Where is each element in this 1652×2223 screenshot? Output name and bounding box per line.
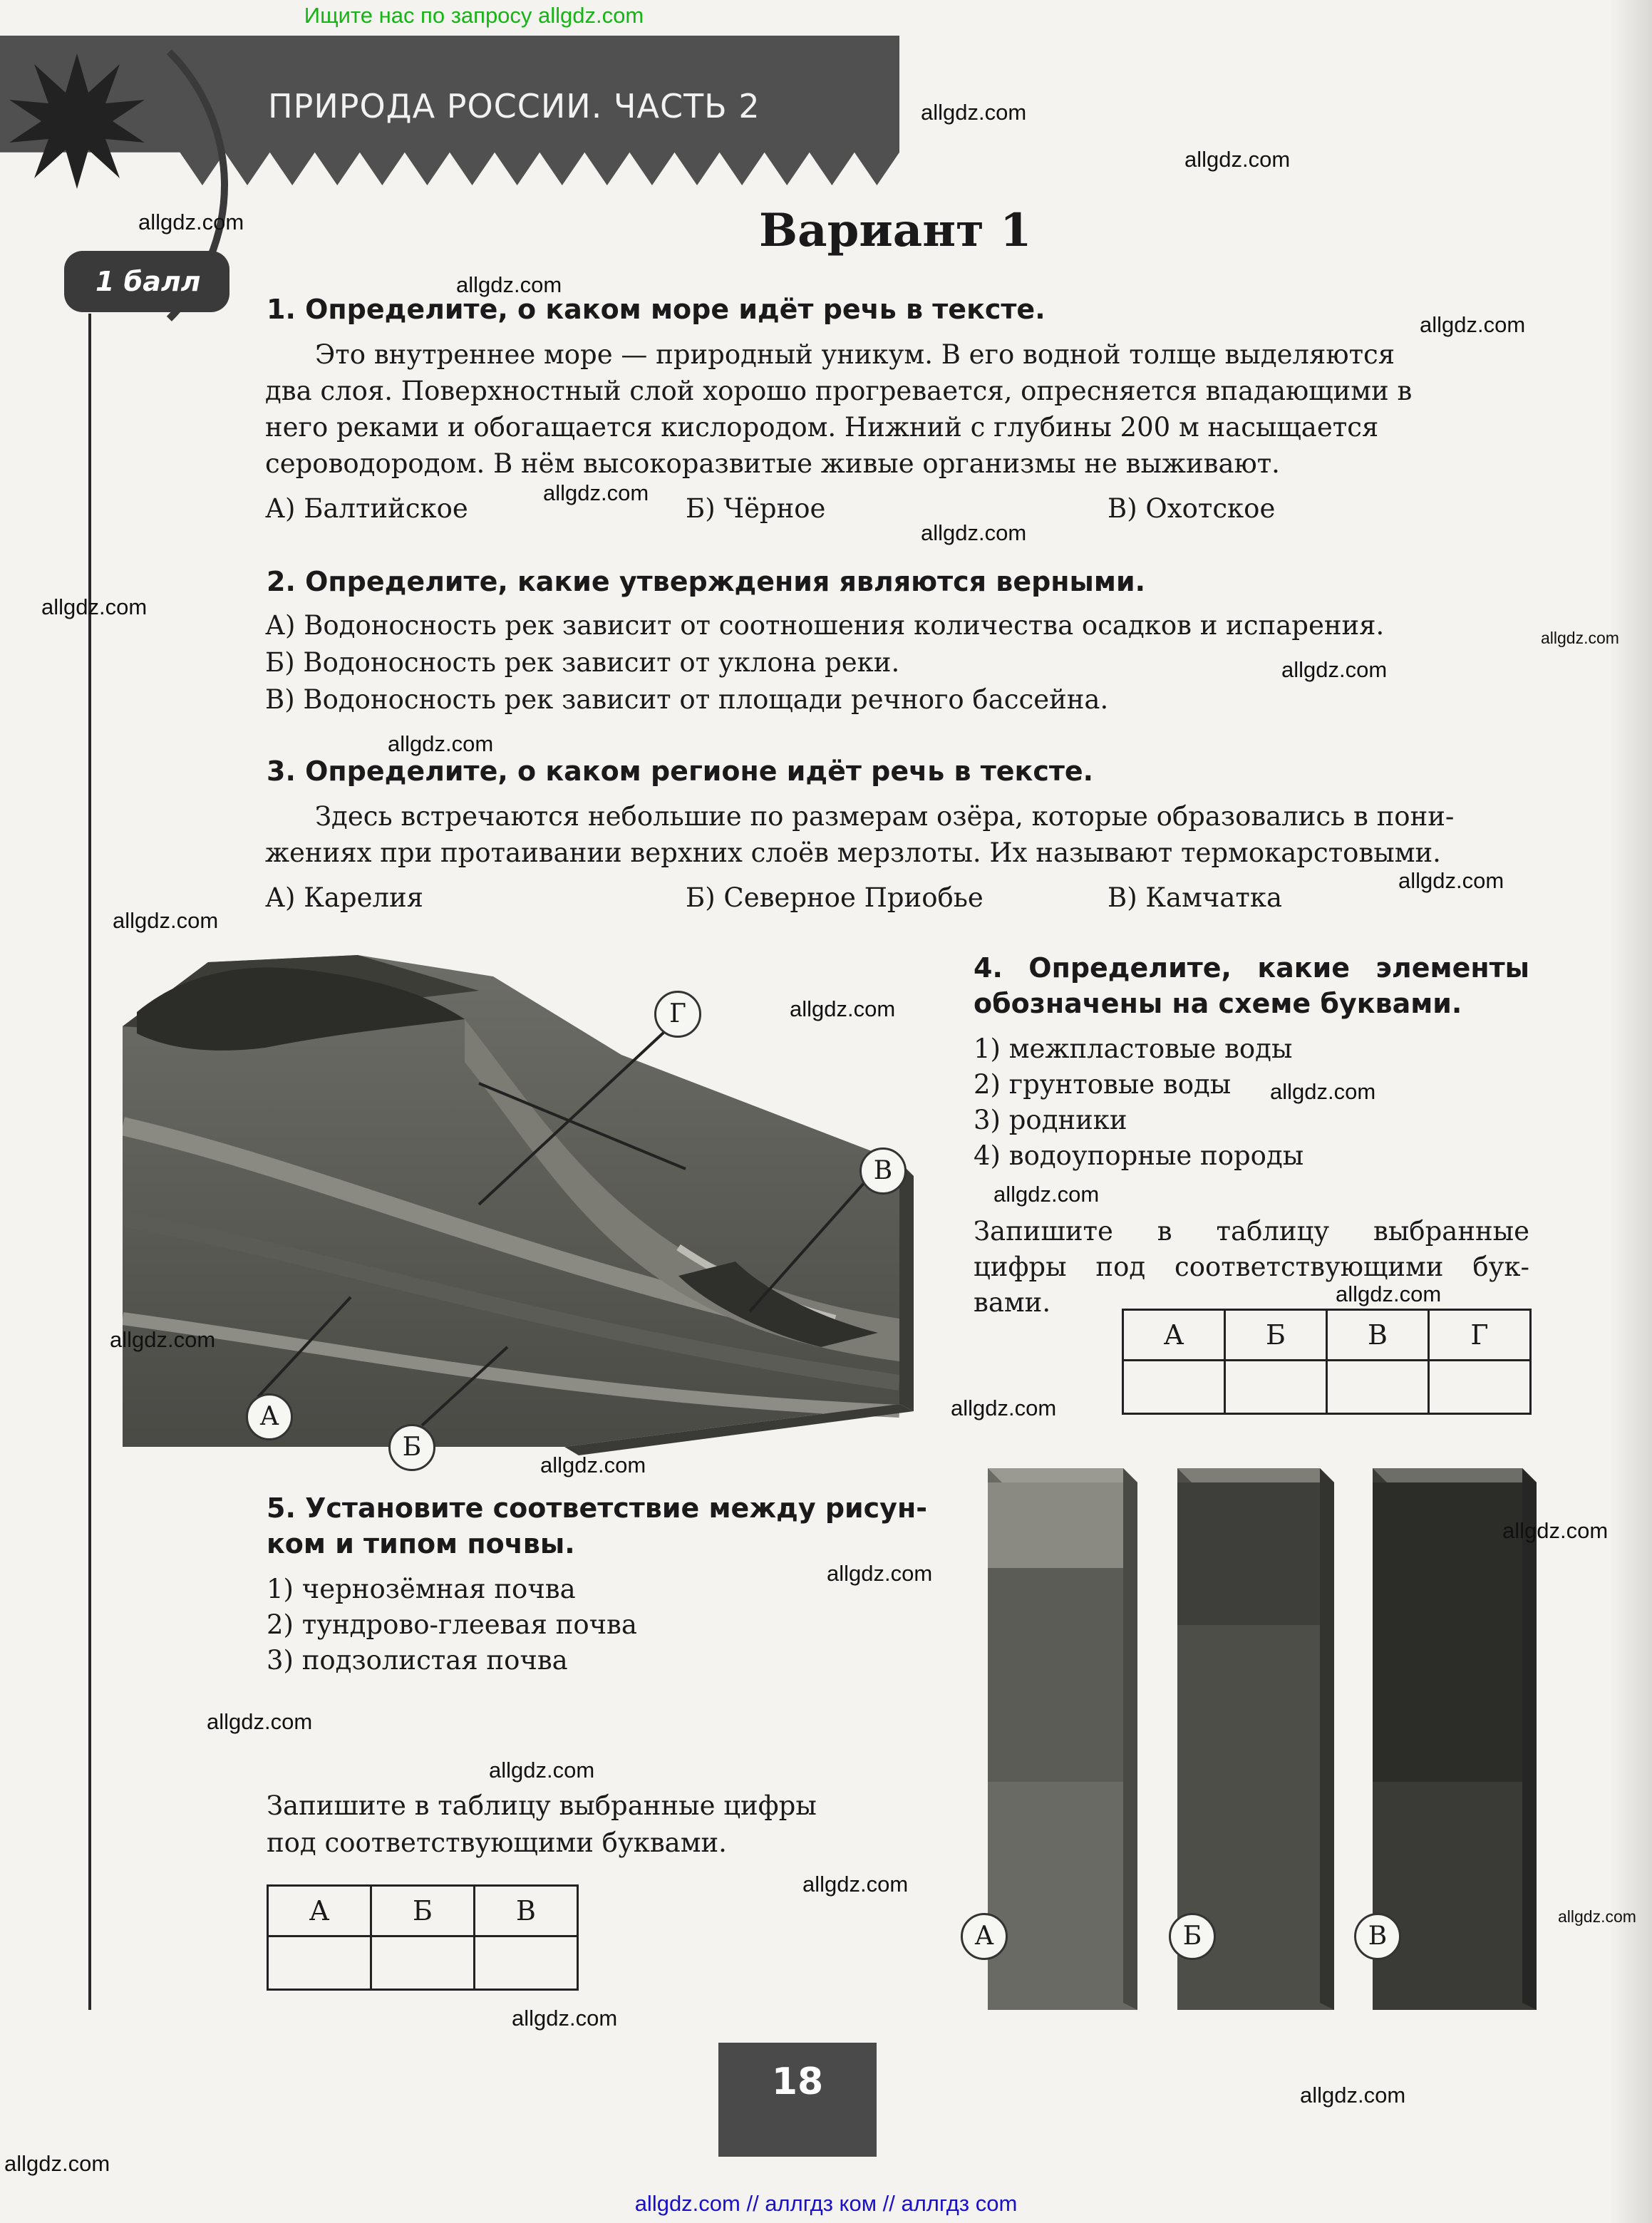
variant-title: Вариант 1 <box>759 204 1032 257</box>
q4-answer-cell-g[interactable] <box>1429 1361 1531 1414</box>
q1-text <box>265 336 1528 482</box>
site-watermark: allgdz.com <box>827 1561 933 1586</box>
points-badge: 1 балл <box>64 251 229 312</box>
q4-answer-cell-a[interactable] <box>1123 1361 1225 1414</box>
q3-text <box>265 798 1528 871</box>
q4-option-1: 1) межпластовые воды <box>974 1033 1293 1064</box>
site-watermark: allgdz.com <box>512 2006 618 2031</box>
q3-line: жениях при протаивании верхних слоёв мерзлоты. Их называют термокарстовыми. <box>265 837 1441 868</box>
q5-answer-cell-a[interactable] <box>268 1936 371 1990</box>
diagram-label-a: А <box>246 1393 293 1440</box>
site-watermark: allgdz.com <box>1336 1281 1442 1306</box>
bottom-watermark: allgdz.com // аллгдз ком // аллгдз com <box>634 2191 1018 2216</box>
q1-option-b: Б) Чёрное <box>686 493 826 524</box>
q3-prompt: 3. Определите, о каком регионе идёт речь в тексте. <box>267 755 1094 787</box>
site-watermark: allgdz.com <box>951 1396 1057 1420</box>
q2-option-b: Б) Водоносность рек зависит от уклона реки. <box>265 647 900 678</box>
q4-instruction-line-2: цифры под соответствующими бук- <box>974 1252 1529 1282</box>
q4-option-2: 2) грунтовые воды <box>974 1069 1232 1100</box>
q4-answer-cell-v[interactable] <box>1327 1361 1429 1414</box>
site-watermark: allgdz.com <box>110 1327 216 1352</box>
q4-option-3: 3) родники <box>974 1105 1127 1135</box>
site-watermark: allgdz.com <box>489 1758 595 1783</box>
q5-answer-cell-v[interactable] <box>475 1936 578 1990</box>
q4-instruction-line-1: Запишите в таблицу выбранные <box>974 1216 1529 1247</box>
q1-line: сероводородом. В нём высокоразвитые живые организмы не выживают. <box>265 448 1280 479</box>
left-margin-rule <box>88 314 91 2010</box>
q1-line: него реками и обогащается кислородом. Нижний с глубины 200 м насыщается <box>265 412 1379 443</box>
soil-label-a: А <box>961 1913 1008 1960</box>
site-watermark: allgdz.com <box>207 1709 313 1734</box>
q5-option-3: 3) подзолистая почва <box>267 1645 568 1676</box>
site-watermark: allgdz.com <box>1558 1907 1636 1926</box>
q1-option-a: А) Балтийское <box>265 493 468 524</box>
q5-option-2: 2) тундрово-глеевая почва <box>267 1609 637 1640</box>
site-watermark: allgdz.com <box>388 731 494 756</box>
q4-instruction-line-3: вами. <box>974 1287 1051 1318</box>
site-watermark: allgdz.com <box>1281 657 1388 682</box>
diagram-label-g: Г <box>654 991 701 1038</box>
q2-option-c: В) Водоносность рек зависит от площади речного бассейна. <box>265 684 1109 715</box>
site-watermark: allgdz.com <box>790 996 896 1021</box>
groundwater-diagram <box>123 948 914 1461</box>
q1-line: два слоя. Поверхностный слой хорошо прогревается, опресняется впадающими в <box>265 376 1413 406</box>
q2-prompt: 2. Определите, какие утверждения являются верными. <box>267 566 1146 597</box>
q5-answer-table <box>267 1884 579 1991</box>
site-watermark: allgdz.com <box>1502 1518 1609 1543</box>
site-watermark: allgdz.com <box>1398 868 1504 893</box>
q3-line: Здесь встречаются небольшие по размерам озёра, которые образовались в пони- <box>315 801 1455 832</box>
q5-header-v: В <box>475 1886 578 1936</box>
q5-header-b: Б <box>371 1886 475 1936</box>
q4-header-g: Г <box>1429 1310 1531 1361</box>
soil-label-v: В <box>1354 1913 1401 1960</box>
q4-prompt-line-1: 4. Определите, какие элементы <box>974 952 1529 984</box>
q2-option-a: А) Водоносность рек зависит от соотношения количества осадков и испарения. <box>265 610 1385 641</box>
top-watermark: Ищите нас по запросу allgdz.com <box>304 3 644 28</box>
q5-prompt-line-2: ком и типом почвы. <box>267 1528 575 1559</box>
site-watermark: allgdz.com <box>1184 147 1291 172</box>
q5-instruction-line-1: Запишите в таблицу выбранные цифры <box>267 1790 817 1821</box>
q1-option-c: В) Охотское <box>1108 493 1276 524</box>
section-title: ПРИРОДА РОССИИ. ЧАСТЬ 2 <box>268 87 760 125</box>
q3-option-a: А) Карелия <box>265 882 423 913</box>
site-watermark: allgdz.com <box>138 210 244 234</box>
q5-instruction-line-2: под соответствующими буквами. <box>267 1827 727 1858</box>
site-watermark: allgdz.com <box>540 1453 646 1477</box>
page-edge-shadow <box>1609 0 1652 2223</box>
site-watermark: allgdz.com <box>113 908 219 933</box>
site-watermark: allgdz.com <box>456 272 562 297</box>
q4-prompt-line-2: обозначены на схеме буквами. <box>974 988 1462 1019</box>
diagram-label-b: Б <box>388 1424 435 1471</box>
q4-answer-table <box>1122 1309 1532 1415</box>
star-icon <box>6 50 148 192</box>
q4-header-b: Б <box>1225 1310 1327 1361</box>
q4-option-4: 4) водоупорные породы <box>974 1140 1304 1171</box>
q5-option-1: 1) чернозёмная почва <box>267 1574 576 1604</box>
site-watermark: allgdz.com <box>1300 2083 1406 2108</box>
page-number: 18 <box>718 2043 877 2157</box>
site-watermark: allgdz.com <box>993 1182 1100 1207</box>
q3-option-b: Б) Северное Приобье <box>686 882 984 913</box>
site-watermark: allgdz.com <box>4 2151 110 2176</box>
site-watermark: allgdz.com <box>1541 629 1619 647</box>
q5-header-a: А <box>268 1886 371 1936</box>
q5-answer-cell-b[interactable] <box>371 1936 475 1990</box>
site-watermark: allgdz.com <box>41 594 148 619</box>
site-watermark: allgdz.com <box>543 480 649 505</box>
site-watermark: allgdz.com <box>1270 1079 1376 1104</box>
q5-prompt-line-1: 5. Установите соответствие между рисун- <box>267 1492 927 1524</box>
site-watermark: allgdz.com <box>802 1872 909 1897</box>
q4-header-v: В <box>1327 1310 1429 1361</box>
site-watermark: allgdz.com <box>921 100 1027 125</box>
site-watermark: allgdz.com <box>921 520 1027 545</box>
q1-line: Это внутреннее море — природный уникум. В его водной толще выделяются <box>315 339 1395 370</box>
soil-label-b: Б <box>1169 1913 1216 1960</box>
diagram-label-v: В <box>859 1147 907 1195</box>
q3-option-c: В) Камчатка <box>1108 882 1283 913</box>
site-watermark: allgdz.com <box>1420 312 1526 337</box>
q4-answer-cell-b[interactable] <box>1225 1361 1327 1414</box>
q4-header-a: А <box>1123 1310 1225 1361</box>
q1-prompt: 1. Определите, о каком море идёт речь в тексте. <box>267 294 1046 325</box>
